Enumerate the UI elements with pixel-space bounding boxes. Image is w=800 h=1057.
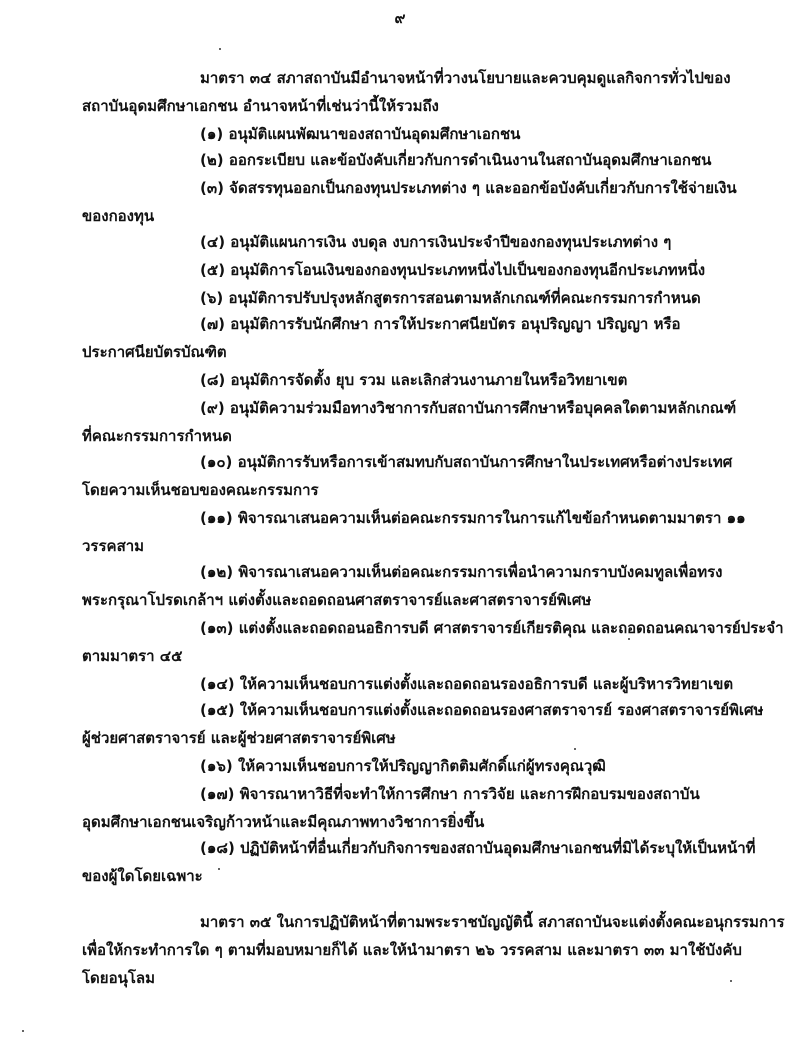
item-3-continuation-line: ของกองทุน [82, 207, 155, 225]
item-14-line: (๑๔) ให้ความเห็นชอบการแต่งตั้งและถอดถอนรองอธิการบดี และผู้บริหารวิทยาเขต [200, 675, 734, 693]
item-2-line: (๒) ออกระเบียบ และข้อบังคับเกี่ยวกับการดำเนินงานในสถาบันอุดมศึกษาเอกชน [200, 151, 712, 169]
item-18-line: (๑๘) ปฏิบัติหน้าที่อื่นเกี่ยวกับกิจการของสถาบันอุดมศึกษาเอกชนที่มิได้ระบุให้เป็นหน้าที่ [200, 839, 756, 857]
item-13-continuation-line: ตามมาตรา ๔๕ [82, 647, 183, 665]
page-number: ๙ [394, 9, 406, 27]
item-3-line: (๓) จัดสรรทุนออกเป็นกองทุนประเภทต่าง ๆ และออกข้อบังคับเกี่ยวกับการใช้จ่ายเงิน [200, 179, 737, 197]
item-12-continuation-line: พระกรุณาโปรดเกล้าฯ แต่งตั้งและถอดถอนศาสตราจารย์และศาสตราจารย์พิเศษ [82, 591, 592, 609]
scan-speck [574, 748, 576, 750]
section-35-heading-line: มาตรา ๓๕ ในการปฏิบัติหน้าที่ตามพระราชบัญญัตินี้ สภาสถาบันจะแต่งตั้งคณะอนุกรรมการ [200, 913, 785, 931]
scan-speck [218, 868, 220, 870]
section-35-continuation-line-1: เพื่อให้กระทำการใด ๆ ตามที่มอบหมายก็ได้ และให้นำมาตรา ๒๖ วรรคสาม และมาตรา ๓๓ มาใช้บังคับ [82, 941, 742, 959]
item-6-line: (๖) อนุมัติการปรับปรุงหลักสูตรการสอนตามหลักเกณฑ์ที่คณะกรรมการกำหนด [200, 289, 701, 307]
item-13-line: (๑๓) แต่งตั้งและถอดถอนอธิการบดี ศาสตราจารย์เกียรติคุณ และถอดถอนคณาจารย์ประจำ [200, 619, 784, 637]
section-34-continuation-line: สถาบันอุดมศึกษาเอกชน อำนาจหน้าที่เช่นว่านี้ให้รวมถึง [82, 97, 439, 115]
scan-speck [22, 1030, 24, 1032]
item-7-continuation-line: ประกาศนียบัตรบัณฑิต [82, 343, 227, 361]
item-9-continuation-line: ที่คณะกรรมการกำหนด [82, 427, 232, 445]
item-9-line: (๙) อนุมัติความร่วมมือทางวิชาการกับสถาบันการศึกษาหรือบุคคลใดตามหลักเกณฑ์ [200, 399, 737, 417]
scan-speck [628, 638, 630, 640]
section-34-heading-line: มาตรา ๓๔ สภาสถาบันมีอำนาจหน้าที่วางนโยบายและควบคุมดูแลกิจการทั่วไปของ [200, 69, 731, 87]
item-12-line: (๑๒) พิจารณาเสนอความเห็นต่อคณะกรรมการเพื่อนำความกราบบังคมทูลเพื่อทรง [200, 563, 723, 581]
item-11-continuation-line: วรรคสาม [82, 537, 145, 555]
scan-speck [219, 48, 221, 50]
item-15-line: (๑๕) ให้ความเห็นชอบการแต่งตั้งและถอดถอนรองศาสตราจารย์ รองศาสตราจารย์พิเศษ [200, 701, 764, 719]
item-16-line: (๑๖) ให้ความเห็นชอบการให้ปริญญากิตติมศักดิ์แก่ผู้ทรงคุณวุฒิ [200, 757, 606, 775]
item-10-line: (๑๐) อนุมัติการรับหรือการเข้าสมทบกับสถาบันการศึกษาในประเทศหรือต่างประเทศ [200, 453, 733, 471]
item-5-line: (๕) อนุมัติการโอนเงินของกองทุนประเภทหนึ่งไปเป็นของกองทุนอีกประเภทหนึ่ง [200, 261, 706, 279]
item-4-line: (๔) อนุมัติแผนการเงิน งบดุล งบการเงินประจำปีของกองทุนประเภทต่าง ๆ [200, 233, 672, 251]
item-1-line: (๑) อนุมัติแผนพัฒนาของสถาบันอุดมศึกษาเอกชน [200, 125, 521, 143]
item-10-continuation-line: โดยความเห็นชอบของคณะกรรมการ [82, 481, 319, 499]
scan-speck [730, 980, 732, 982]
item-11-line: (๑๑) พิจารณาเสนอความเห็นต่อคณะกรรมการในการแก้ไขข้อกำหนดตามมาตรา ๑๑ [200, 509, 746, 527]
section-35-continuation-line-2: โดยอนุโลม [82, 969, 155, 987]
item-8-line: (๘) อนุมัติการจัดตั้ง ยุบ รวม และเลิกส่วนงานภายในหรือวิทยาเขต [200, 371, 628, 389]
item-17-line: (๑๗) พิจารณาหาวิธีที่จะทำให้การศึกษา การวิจัย และการฝึกอบรมของสถาบัน [200, 785, 700, 803]
item-15-continuation-line: ผู้ช่วยศาสตราจารย์ และผู้ช่วยศาสตราจารย์พิเศษ [82, 729, 396, 747]
item-17-continuation-line: อุดมศึกษาเอกชนเจริญก้าวหน้าและมีคุณภาพทางวิชาการยิ่งขึ้น [82, 813, 485, 831]
item-7-line: (๗) อนุมัติการรับนักศึกษา การให้ประกาศนียบัตร อนุปริญญา ปริญญา หรือ [200, 315, 681, 333]
item-18-continuation-line: ของผู้ใดโดยเฉพาะ [82, 867, 203, 885]
